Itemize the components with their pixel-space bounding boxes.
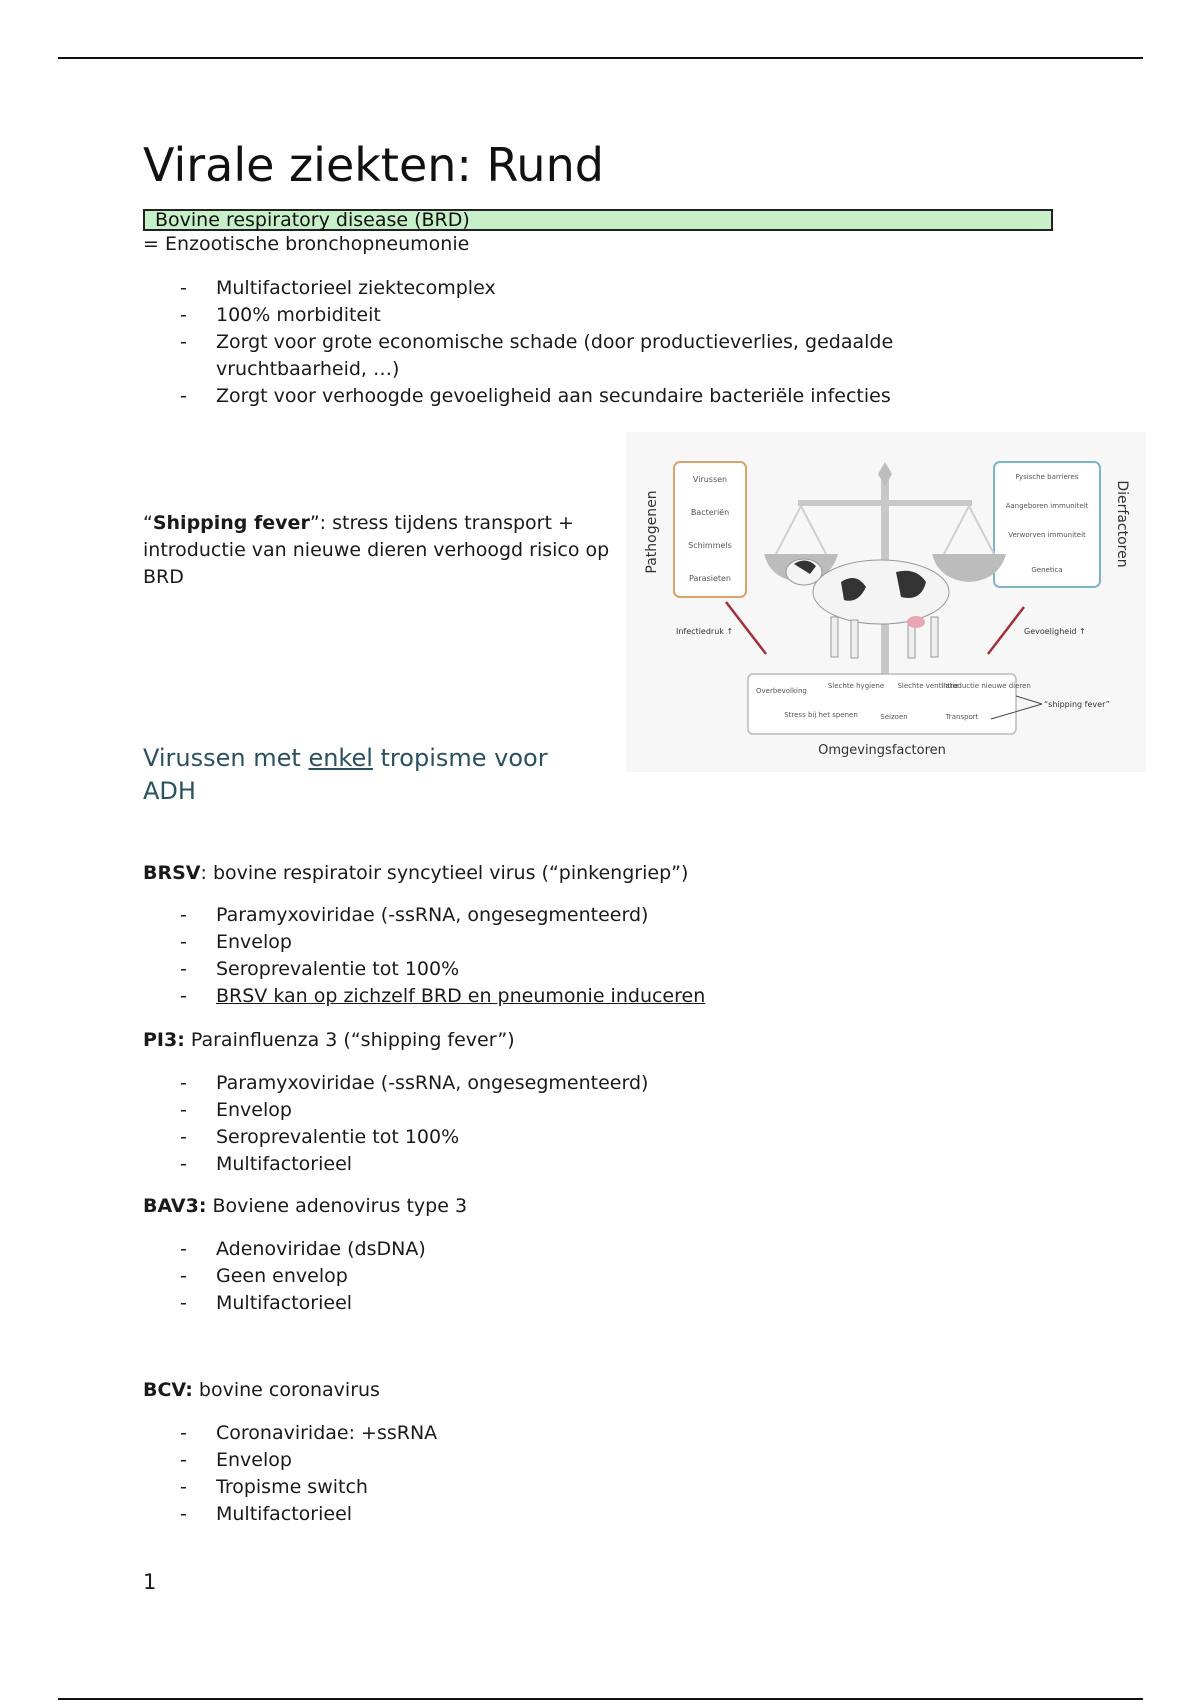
environment-item: Introductie nieuwe dieren (941, 682, 1031, 690)
synonym-line: = Enzootische bronchopneumonie (143, 233, 470, 255)
pathogen-item: Virussen (692, 475, 728, 484)
top-rule (58, 57, 1143, 59)
environment-item: Seizoen (880, 713, 908, 721)
list-item: - Zorgt voor verhoogde gevoeligheid aan secundaire bacteriële infecties (180, 385, 891, 407)
pi3-bullet-list (180, 1070, 648, 1178)
cow-icon (786, 559, 949, 658)
brd-bullet-list (180, 275, 893, 410)
infection-pressure-label: Infectiedruk ↑ (676, 627, 734, 636)
susceptibility-label: Gevoeligheid ↑ (1024, 627, 1086, 636)
list-item: - Multifactorieel (180, 1503, 353, 1525)
host-factors-label: Dierfactoren (1114, 480, 1130, 568)
list-item: - 100% morbiditeit (180, 304, 381, 326)
virus-heading-pi3: PI3: Parainfluenza 3 (“shipping fever”) (143, 1029, 515, 1051)
list-item: - Paramyxoviridae (-ssRNA, ongesegmenteerd) (180, 1072, 649, 1094)
list-item: - Zorgt voor grote economische schade (door productieverlies, gedaalde (180, 331, 894, 353)
page-title: Virale ziekten: Rund (143, 138, 604, 192)
list-item: - Paramyxoviridae (-ssRNA, ongesegmenteerd) (180, 904, 649, 926)
list-item: - Multifactorieel (180, 1153, 353, 1175)
list-item: - Envelop (180, 1449, 292, 1471)
environment-item: Transport (945, 713, 979, 721)
list-item: - Geen envelop (180, 1265, 348, 1287)
list-item: - Envelop (180, 1099, 292, 1121)
list-item: - Tropisme switch (180, 1476, 368, 1498)
bav3-bullet-list (180, 1236, 426, 1317)
brd-balance-figure (626, 432, 1146, 772)
list-item: - Multifactorieel ziektecomplex (180, 277, 496, 299)
pathogen-item: Bacteriën (690, 508, 730, 517)
environment-item: Stress bij het spenen (784, 711, 858, 719)
section-heading: Virussen met enkel tropisme voor ADH (143, 744, 548, 805)
host-factor-item: Fysische barrieres (1015, 473, 1079, 481)
list-item: - Multifactorieel (180, 1292, 353, 1314)
pathogen-item: Parasieten (689, 574, 731, 583)
environment-item: Slechte hygiene (827, 682, 885, 690)
shipping-fever-note: “shipping fever” (1044, 700, 1110, 709)
virus-heading-bav3: BAV3: Boviene adenovirus type 3 (143, 1195, 468, 1217)
shipping-fever-paragraph: “Shipping fever”: stress tijdens transport + introductie van nieuwe dieren verhoogd risico op BRD (143, 512, 610, 588)
highlighted-heading: Bovine respiratory disease (BRD) (143, 209, 1053, 231)
list-item: - Adenoviridae (dsDNA) (180, 1238, 426, 1260)
list-item: - Seroprevalentie tot 100% (180, 958, 460, 980)
bcv-bullet-list (180, 1420, 437, 1528)
virus-heading-brsv: BRSV: bovine respiratoir syncytieel virus (“pinkengriep”) (143, 862, 689, 884)
virus-heading-bcv: BCV: bovine coronavirus (143, 1379, 380, 1401)
susceptibility-arrow (988, 607, 1024, 654)
host-factor-item: Aangeboren immuniteit (1005, 502, 1089, 510)
brsv-bullet-list (180, 902, 705, 1010)
list-item-continuation: vruchtbaarheid, …) (216, 358, 400, 380)
shipping-fever-pointer (1016, 696, 1042, 704)
environment-label: Omgevingsfactoren (818, 743, 946, 758)
list-item: - Envelop (180, 931, 292, 953)
pathogens-label: Pathogenen (644, 490, 660, 574)
list-item: - BRSV kan op zichzelf BRD en pneumonie induceren (180, 985, 706, 1007)
host-factor-item: Genetica (1031, 566, 1063, 574)
list-item: - Coronaviridae: +ssRNA (180, 1422, 438, 1444)
pathogen-item: Schimmels (688, 541, 732, 550)
list-item: - Seroprevalentie tot 100% (180, 1126, 460, 1148)
brd-diagram (626, 432, 1146, 772)
page-number: 1 (143, 1570, 157, 1594)
host-factor-item: Verworven immuniteit (1008, 531, 1086, 539)
environment-item: Slechte ventilatie (897, 682, 959, 690)
environment-item: Overbevolking (756, 687, 807, 695)
shipping-fever-term: Shipping fever (152, 512, 310, 534)
